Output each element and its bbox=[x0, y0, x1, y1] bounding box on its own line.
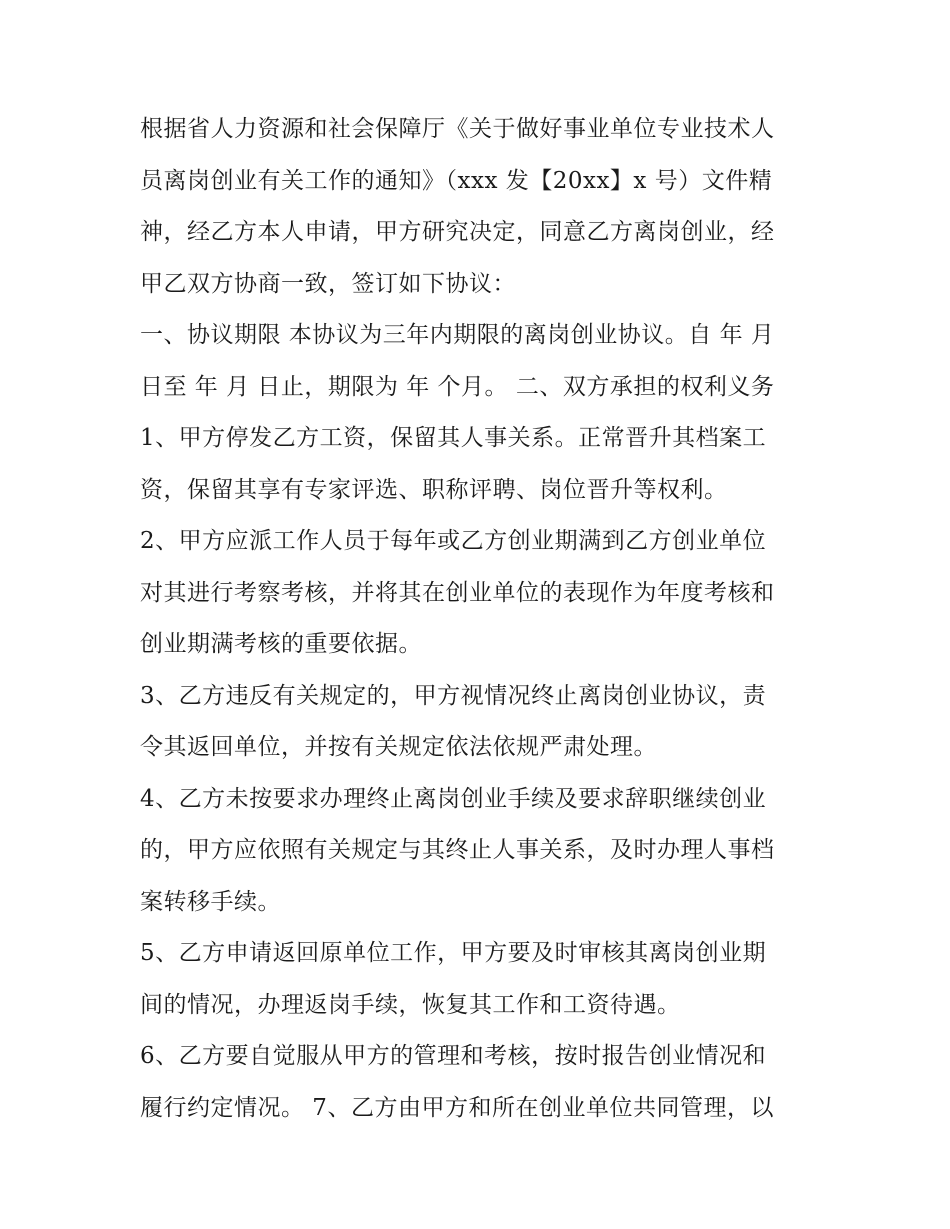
text-line: 6、乙方要自觉服从甲方的管理和考核，按时报告创业情况和 bbox=[140, 1043, 767, 1069]
text-line: 令其返回单位，并按有关规定依法依规严肃处理。 bbox=[140, 734, 657, 760]
text-line: 神，经乙方本人申请，甲方研究决定，同意乙方离岗创业，经 bbox=[140, 219, 775, 245]
text-line: 的，甲方应依照有关规定与其终止人事关系，及时办理人事档 bbox=[140, 837, 775, 863]
text-line: 创业期满考核的重要依据。 bbox=[140, 631, 422, 657]
text-line: 案转移手续。 bbox=[140, 888, 281, 915]
text-line: 根据省人力资源和社会保障厅《关于做好事业单位专业技术人 bbox=[140, 116, 775, 142]
text-line: 3、乙方违反有关规定的，甲方视情况终止离岗创业协议，责 bbox=[140, 682, 767, 709]
text-line: 2、甲方应派工作人员于每年或乙方创业期满到乙方创业单位 bbox=[140, 528, 767, 554]
text-line: 日至 年 月 日止，期限为 年 个月。 二、双方承担的权利义务 bbox=[140, 373, 775, 400]
text-line: 资，保留其享有专家评选、职称评聘、岗位晋升等权利。 bbox=[140, 476, 728, 503]
text-line: 对其进行考察考核，并将其在创业单位的表现作为年度考核和 bbox=[140, 579, 775, 606]
text-line: 5、乙方申请返回原单位工作，甲方要及时审核其离岗创业期 bbox=[140, 940, 767, 966]
text-line: 一、协议期限 本协议为三年内期限的离岗创业协议。自 年 月 bbox=[140, 322, 775, 348]
text-line: 员离岗创业有关工作的通知》（xxx 发【20xx】x 号）文件精 bbox=[140, 167, 773, 194]
text-line: 甲乙双方协商一致，签订如下协议： bbox=[140, 270, 516, 297]
agreement-body-text bbox=[140, 104, 816, 1134]
text-line: 间的情况，办理返岗手续，恢复其工作和工资待遇。 bbox=[140, 991, 681, 1018]
text-line: 4、乙方未按要求办理终止离岗创业手续及要求辞职继续创业 bbox=[140, 785, 767, 812]
text-line: 1、甲方停发乙方工资，保留其人事关系。正常晋升其档案工 bbox=[140, 425, 767, 451]
text-line: 履行约定情况。 7、乙方由甲方和所在创业单位共同管理，以 bbox=[140, 1094, 774, 1121]
